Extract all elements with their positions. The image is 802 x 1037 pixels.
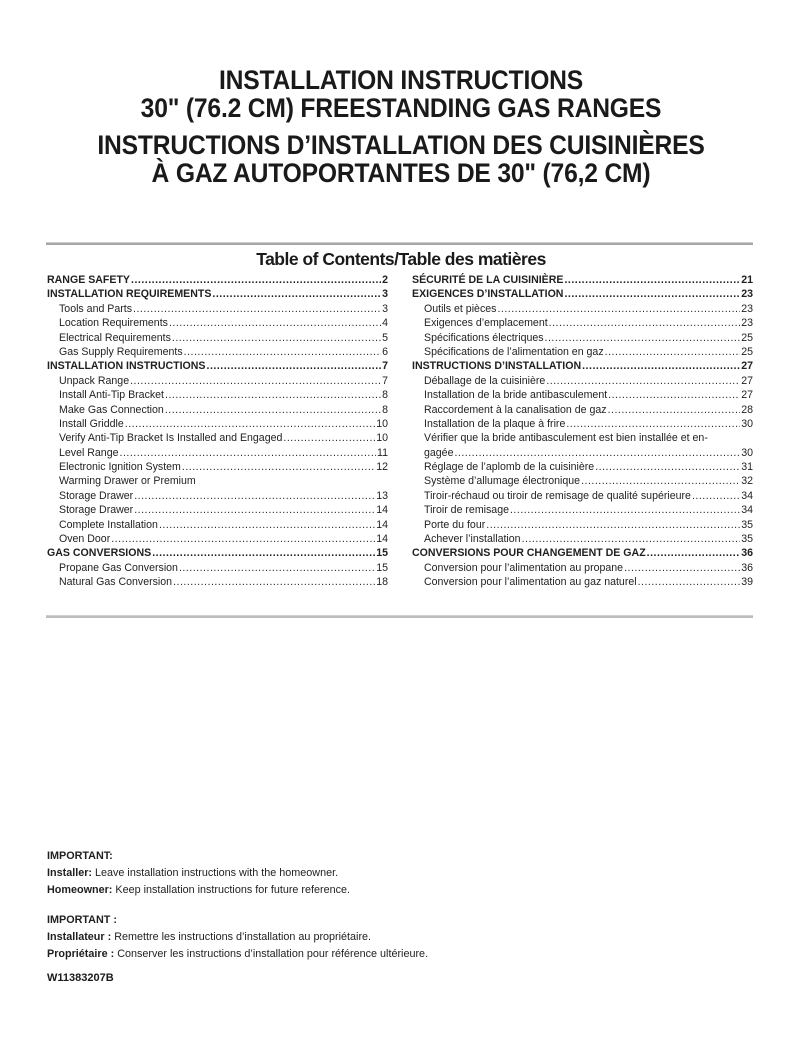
toc-entry-label: Storage Drawer: [59, 489, 134, 502]
toc-entry-page: 21: [741, 273, 753, 286]
homeowner-note: [47, 946, 428, 963]
toc-entry-label: GAS CONVERSIONS: [47, 547, 152, 560]
toc-entry-page: 10: [376, 417, 388, 430]
toc-entry[interactable]: [412, 532, 753, 546]
title-en-line-1: INSTALLATION INSTRUCTIONS: [218, 65, 584, 95]
toc-leader-dots: [134, 489, 375, 503]
toc-leader-dots: [169, 316, 381, 330]
toc-entry[interactable]: [412, 546, 753, 560]
toc-entry[interactable]: [47, 575, 388, 589]
toc-entry-page: 28: [741, 403, 753, 416]
toc-entry-page: 39: [741, 576, 753, 589]
toc-entry-label: Déballage de la cuisinière: [424, 374, 546, 387]
toc-leader-dots: [179, 561, 375, 575]
toc-entry[interactable]: [412, 417, 753, 431]
toc-leader-dots: [212, 287, 381, 301]
title-fr-line-1: INSTRUCTIONS D’INSTALLATION DES CUISINIÈRES: [97, 130, 705, 160]
installer-label: Installateur :: [47, 931, 112, 944]
toc-entry-page: 35: [741, 518, 753, 531]
toc-leader-dots: [131, 273, 381, 287]
toc-entry-page: 27: [741, 389, 753, 402]
important-notice-english: [47, 848, 350, 900]
toc-entry-label: Tiroir de remisage: [424, 504, 509, 517]
toc-entry[interactable]: [412, 503, 753, 517]
title-fr-line-2: À GAZ AUTOPORTANTES DE 30" (76,2 CM): [151, 158, 651, 188]
toc-entry-label: Make Gas Connection: [59, 403, 164, 416]
toc-entry[interactable]: [47, 331, 388, 345]
toc-leader-dots: [546, 374, 740, 388]
toc-entry[interactable]: [412, 431, 753, 445]
toc-entry-label: Unpack Range: [59, 374, 130, 387]
toc-leader-dots: [522, 532, 741, 546]
toc-entry-page: 27: [741, 360, 753, 373]
toc-entry[interactable]: [47, 287, 388, 301]
toc-entry[interactable]: [412, 460, 753, 474]
toc-entry-page: 8: [382, 389, 388, 402]
toc-entry[interactable]: [412, 359, 753, 373]
toc-entry-label: Conversion pour l’alimentation au propane: [424, 561, 624, 574]
installer-note: [47, 929, 428, 946]
toc-entry[interactable]: [47, 460, 388, 474]
toc-entry-label: RANGE SAFETY: [47, 273, 130, 286]
toc-entry-page: 3: [382, 302, 388, 315]
toc-entry-page: 13: [376, 489, 388, 502]
toc-heading: Table of Contents/Table des matières: [256, 249, 546, 269]
toc-entry-label: Installation de la bride antibasculement: [424, 389, 608, 402]
toc-entry-page: 34: [741, 489, 753, 502]
toc-entry-label: Conversion pour l’alimentation au gaz naturel: [424, 576, 637, 589]
toc-entry-label: Achever l’installation: [424, 533, 521, 546]
toc-entry-page: 15: [376, 561, 388, 574]
toc-entry-page: 25: [741, 331, 753, 344]
toc-entry-page: 7: [382, 374, 388, 387]
homeowner-text: Conserver les instructions d’installation pour référence ultérieure.: [114, 948, 429, 961]
toc-leader-dots: [120, 446, 377, 460]
toc-entry[interactable]: [412, 316, 753, 330]
toc-entry-label: Oven Door: [59, 533, 111, 546]
toc-entry-label: Electronic Ignition System: [59, 461, 181, 474]
toc-leader-dots: [564, 273, 740, 287]
toc-leader-dots: [486, 518, 740, 532]
toc-entry-page: 30: [741, 417, 753, 430]
toc-entry-page: 3: [382, 288, 388, 301]
toc-entry-page: 4: [382, 317, 388, 330]
document-title: [0, 66, 802, 187]
toc-entry-page: 23: [741, 302, 753, 315]
toc-entry-label: Verify Anti-Tip Bracket Is Installed and Engaged: [59, 432, 283, 445]
toc-entry-page: 18: [376, 576, 388, 589]
toc-entry-label: Porte du four: [424, 518, 486, 531]
toc-entry-label: EXIGENCES D’INSTALLATION: [412, 288, 564, 301]
toc-entry[interactable]: [412, 388, 753, 402]
toc-leader-dots: [605, 345, 741, 359]
toc-entry-page: 11: [377, 446, 388, 459]
toc-entry-label: Installation de la plaque à frire: [424, 417, 566, 430]
installer-text: Leave installation instructions with the homeowner.: [92, 867, 339, 880]
bottom-divider: [46, 615, 753, 618]
toc-entry-page: 15: [376, 547, 388, 560]
toc-leader-dots: [497, 302, 740, 316]
toc-entry-label: Install Griddle: [59, 417, 124, 430]
installer-label: Installer:: [47, 867, 93, 880]
toc-entry-label: Réglage de l’aplomb de la cuisinière: [424, 461, 595, 474]
toc-leader-dots: [549, 316, 741, 330]
toc-leader-dots: [184, 345, 381, 359]
installer-note: [47, 865, 350, 882]
toc-entry[interactable]: [47, 489, 388, 503]
toc-entry[interactable]: [47, 561, 388, 575]
toc-entry[interactable]: [47, 546, 388, 560]
toc-leader-dots: [172, 331, 381, 345]
toc-entry-page: 10: [376, 432, 388, 445]
toc-entry[interactable]: [412, 331, 753, 345]
toc-entry[interactable]: [47, 359, 388, 373]
toc-entry-page: 2: [382, 273, 388, 286]
toc-leader-dots: [134, 503, 375, 517]
toc-leader-dots: [111, 532, 375, 546]
installer-text: Remettre les instructions d’installation au propriétaire.: [111, 931, 372, 944]
toc-entry[interactable]: [47, 417, 388, 431]
toc-leader-dots: [638, 575, 741, 589]
toc-entry[interactable]: [47, 431, 388, 445]
toc-entry[interactable]: [47, 345, 388, 359]
toc-entry-page: 25: [741, 345, 753, 358]
toc-entry-label: Install Anti-Tip Bracket: [59, 389, 164, 402]
toc-entry-label: Spécifications électriques: [424, 331, 544, 344]
important-heading: IMPORTANT :: [47, 914, 117, 926]
toc-entry-page: 32: [741, 475, 753, 488]
document-part-number: W11383207B: [47, 972, 114, 984]
toc-leader-dots: [566, 417, 740, 431]
toc-leader-dots: [624, 561, 740, 575]
toc-entry-page: 14: [376, 518, 388, 531]
toc-entry-page: 30: [741, 446, 753, 459]
toc-entry-page: 14: [376, 533, 388, 546]
toc-leader-dots: [207, 359, 382, 373]
toc-entry[interactable]: [412, 489, 753, 503]
toc-entry-label: Electrical Requirements: [59, 331, 171, 344]
homeowner-text: Keep installation instructions for future reference.: [112, 884, 351, 897]
toc-entry-label: Tiroir-réchaud ou tiroir de remisage de qualité supérieure: [424, 489, 691, 502]
toc-entry-label: Location Requirements: [59, 317, 168, 330]
toc-entry-label: Warming Drawer or Premium: [59, 475, 196, 488]
toc-entry-page: 34: [741, 504, 753, 517]
toc-entry[interactable]: [47, 273, 388, 287]
toc-entry[interactable]: [47, 316, 388, 330]
important-heading: IMPORTANT:: [47, 850, 113, 862]
toc-entry[interactable]: [412, 287, 753, 301]
toc-entry-label: Vérifier que la bride antibasculement est bien installée et en-: [424, 432, 708, 445]
toc-leader-dots: [165, 388, 381, 402]
toc-leader-dots: [608, 388, 740, 402]
toc-entry-label: SÉCURITÉ DE LA CUISINIÈRE: [412, 273, 564, 286]
toc-entry-label: gagée: [424, 446, 454, 459]
toc-entry[interactable]: [47, 518, 388, 532]
toc-leader-dots: [564, 287, 740, 301]
toc-entry-label: Gas Supply Requirements: [59, 345, 183, 358]
toc-entry-page: 23: [741, 288, 753, 301]
toc-entry-label: CONVERSIONS POUR CHANGEMENT DE GAZ: [412, 547, 646, 560]
toc-entry-page: 7: [382, 360, 388, 373]
homeowner-note: [47, 882, 350, 899]
toc-entry[interactable]: [412, 474, 753, 488]
toc-entry[interactable]: [412, 446, 753, 460]
toc-entry-page: 5: [382, 331, 388, 344]
toc-leader-dots: [510, 503, 740, 517]
toc-leader-dots: [152, 546, 375, 560]
toc-leader-dots: [454, 446, 740, 460]
toc-entry-label: Exigences d’emplacement: [424, 317, 548, 330]
toc-entry[interactable]: [47, 532, 388, 546]
toc-entry[interactable]: [412, 403, 753, 417]
toc-entry-label: Outils et pièces: [424, 302, 497, 315]
toc-entry-label: Spécifications de l’alimentation en gaz: [424, 345, 604, 358]
toc-entry[interactable]: [412, 518, 753, 532]
top-divider: [46, 242, 753, 245]
toc-entry-label: Raccordement à la canalisation de gaz: [424, 403, 607, 416]
toc-leader-dots: [595, 460, 740, 474]
toc-leader-dots: [125, 417, 375, 431]
toc-entry-page: 35: [741, 533, 753, 546]
toc-column-english: [47, 273, 388, 590]
toc-entry-page: 31: [741, 461, 753, 474]
toc-entry-page: 14: [376, 504, 388, 517]
toc-leader-dots: [581, 474, 740, 488]
toc-entry-label: Storage Drawer: [59, 504, 134, 517]
toc-entry-page: 36: [741, 547, 753, 560]
homeowner-label: Propriétaire :: [47, 948, 115, 961]
toc-entry-label: INSTALLATION INSTRUCTIONS: [47, 360, 206, 373]
toc-entry[interactable]: [47, 474, 388, 488]
toc-leader-dots: [545, 331, 741, 345]
toc-entry-label: Système d’allumage électronique: [424, 475, 581, 488]
toc-leader-dots: [165, 403, 381, 417]
toc-entry-label: Natural Gas Conversion: [59, 576, 173, 589]
toc-entry-page: 23: [741, 317, 753, 330]
toc-entry[interactable]: [47, 388, 388, 402]
title-en-line-2: 30" (76.2 CM) FREESTANDING GAS RANGES: [140, 93, 662, 123]
toc-leader-dots: [173, 575, 375, 589]
toc-leader-dots: [283, 431, 375, 445]
toc-entry[interactable]: [47, 374, 388, 388]
toc-leader-dots: [133, 302, 381, 316]
toc-leader-dots: [182, 460, 375, 474]
toc-entry-label: Level Range: [59, 446, 119, 459]
toc-leader-dots: [692, 489, 740, 503]
important-notice-french: [47, 912, 428, 964]
toc-leader-dots: [130, 374, 381, 388]
toc-entry-page: 6: [382, 345, 388, 358]
toc-entry-page: 27: [741, 374, 753, 387]
toc-entry[interactable]: [412, 345, 753, 359]
toc-leader-dots: [582, 359, 740, 373]
toc-entry[interactable]: [412, 561, 753, 575]
toc-entry[interactable]: [47, 503, 388, 517]
toc-leader-dots: [159, 518, 375, 532]
toc-entry-label: Propane Gas Conversion: [59, 561, 178, 574]
toc-entry[interactable]: [47, 403, 388, 417]
toc-entry[interactable]: [412, 374, 753, 388]
toc-leader-dots: [647, 546, 741, 560]
toc-leader-dots: [608, 403, 741, 417]
toc-column-french: [412, 273, 753, 590]
toc-entry[interactable]: [412, 273, 753, 287]
toc-entry-page: 12: [376, 461, 388, 474]
toc-entry[interactable]: [412, 575, 753, 589]
homeowner-label: Homeowner:: [47, 884, 113, 897]
toc-entry-page: 36: [741, 561, 753, 574]
toc-entry-label: INSTALLATION REQUIREMENTS: [47, 288, 212, 301]
toc-entry-page: 8: [382, 403, 388, 416]
toc-entry[interactable]: [412, 302, 753, 316]
toc-entry-label: Tools and Parts: [59, 302, 133, 315]
toc-entry-label: INSTRUCTIONS D’INSTALLATION: [412, 360, 582, 373]
toc-entry[interactable]: [47, 302, 388, 316]
toc-entry[interactable]: [47, 446, 388, 460]
toc-entry-label: Complete Installation: [59, 518, 158, 531]
